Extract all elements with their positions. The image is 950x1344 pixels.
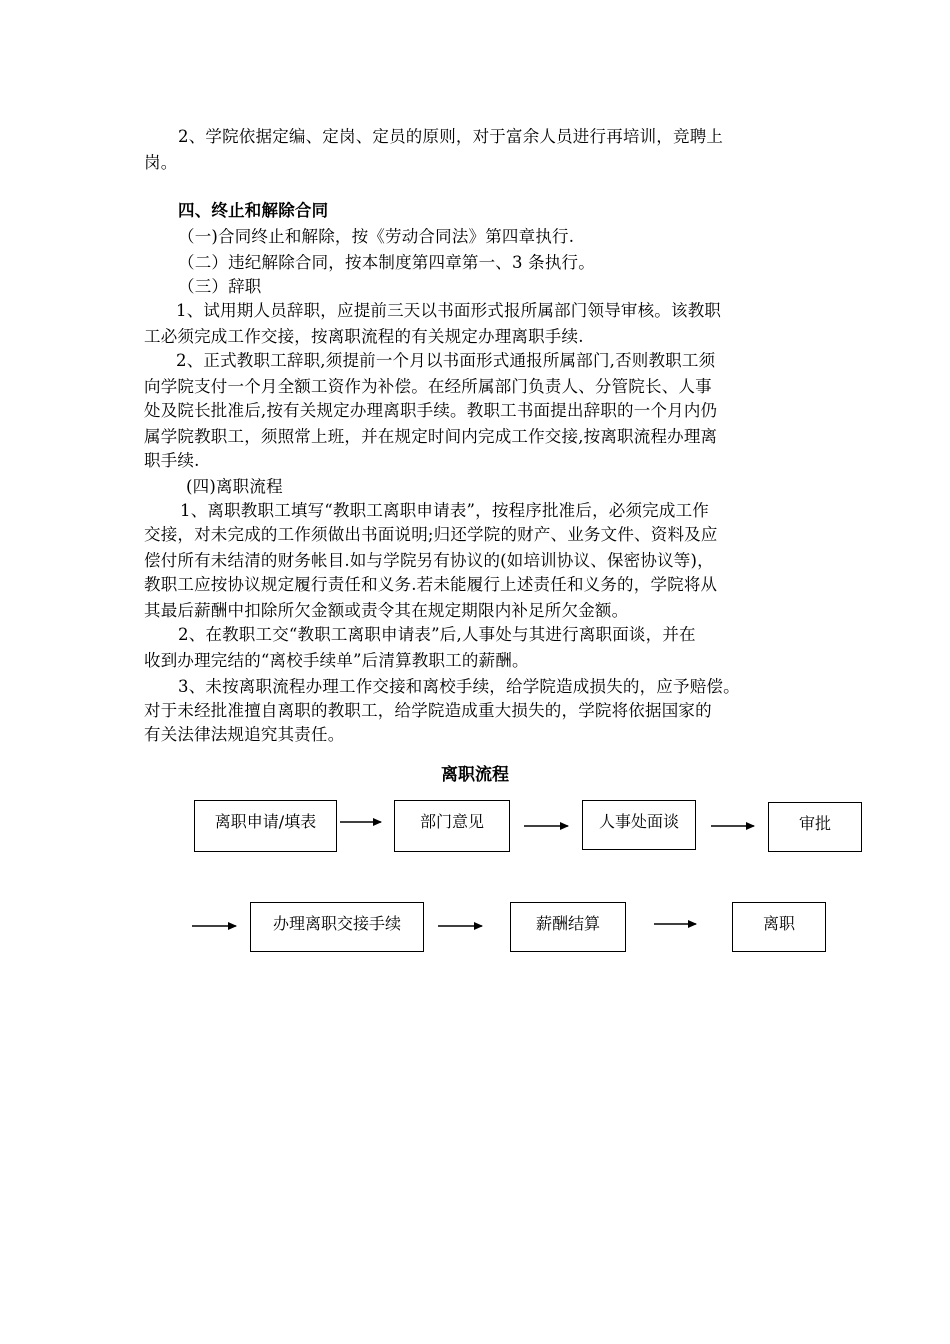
- paragraph-line: （一)合同终止和解除，按《劳动合同法》第四章执行.: [178, 227, 575, 246]
- paragraph-line: 教职工应按协议规定履行责任和义务.若未能履行上述责任和义务的，学院将从: [144, 575, 718, 594]
- flow-step-hr-interview: 人事处面谈: [582, 800, 696, 850]
- paragraph-line: 交接，对未完成的工作须做出书面说明;归还学院的财产、业务文件、资料及应: [144, 525, 718, 544]
- flow-step-handover: 办理离职交接手续: [250, 902, 424, 952]
- paragraph-line: 其最后薪酬中扣除所欠金额或责令其在规定期限内补足所欠金额。: [144, 601, 629, 620]
- paragraph-line: 2、学院依据定编、定岗、定员的原则，对于富余人员进行再培训，竞聘上: [178, 127, 724, 146]
- paragraph-line: 有关法律法规追究其责任。: [144, 725, 345, 744]
- paragraph-line: 属学院教职工，须照常上班，并在规定时间内完成工作交接,按离职流程办理离: [144, 427, 718, 446]
- paragraph-line: 2、正式教职工辞职,须提前一个月以书面形式通报所属部门,否则教职工须: [176, 351, 716, 370]
- paragraph-line: 3、未按离职流程办理工作交接和离校手续，给学院造成损失的，应予赔偿。: [178, 677, 740, 696]
- flow-step-apply: 离职申请/填表: [194, 800, 337, 852]
- flow-step-approval: 审批: [768, 802, 862, 852]
- paragraph-line: 岗。: [144, 153, 178, 172]
- paragraph-line: 处及院长批准后,按有关规定办理离职手续。教职工书面提出辞职的一个月内仍: [144, 401, 718, 420]
- section-heading: 四、终止和解除合同: [178, 201, 329, 220]
- paragraph-line: 1、试用期人员辞职，应提前三天以书面形式报所属部门领导审核。该教职: [176, 301, 722, 320]
- paragraph-line: 职手续.: [144, 451, 200, 470]
- paragraph-line: 工必须完成工作交接，按离职流程的有关规定办理离职手续.: [144, 327, 584, 346]
- subsection-heading: （三）辞职: [178, 277, 262, 296]
- paragraph-line: 向学院支付一个月全额工资作为补偿。在经所属部门负责人、分管院长、人事: [144, 377, 712, 396]
- paragraph-line: 偿付所有未结清的财务帐目.如与学院另有协议的(如培训协议、保密协议等)，: [144, 551, 714, 570]
- paragraph-line: 收到办理完结的“离校手续单”后清算教职工的薪酬。: [144, 651, 529, 670]
- paragraph-line: 对于未经批准擅自离职的教职工，给学院造成重大损失的，学院将依据国家的: [144, 701, 712, 720]
- subsection-heading: (四)离职流程: [186, 477, 283, 496]
- paragraph-line: 1、离职教职工填写“教职工离职申请表”，按程序批准后，必须完成工作: [180, 501, 709, 520]
- flow-step-department: 部门意见: [394, 800, 510, 852]
- flow-step-leave: 离职: [732, 902, 826, 952]
- flowchart-title: 离职流程: [441, 765, 509, 785]
- flow-step-salary: 薪酬结算: [510, 902, 626, 952]
- paragraph-line: 2、在教职工交“教职工离职申请表”后,人事处与其进行离职面谈，并在: [178, 625, 696, 644]
- paragraph-line: （二）违纪解除合同，按本制度第四章第一、3 条执行。: [178, 253, 595, 272]
